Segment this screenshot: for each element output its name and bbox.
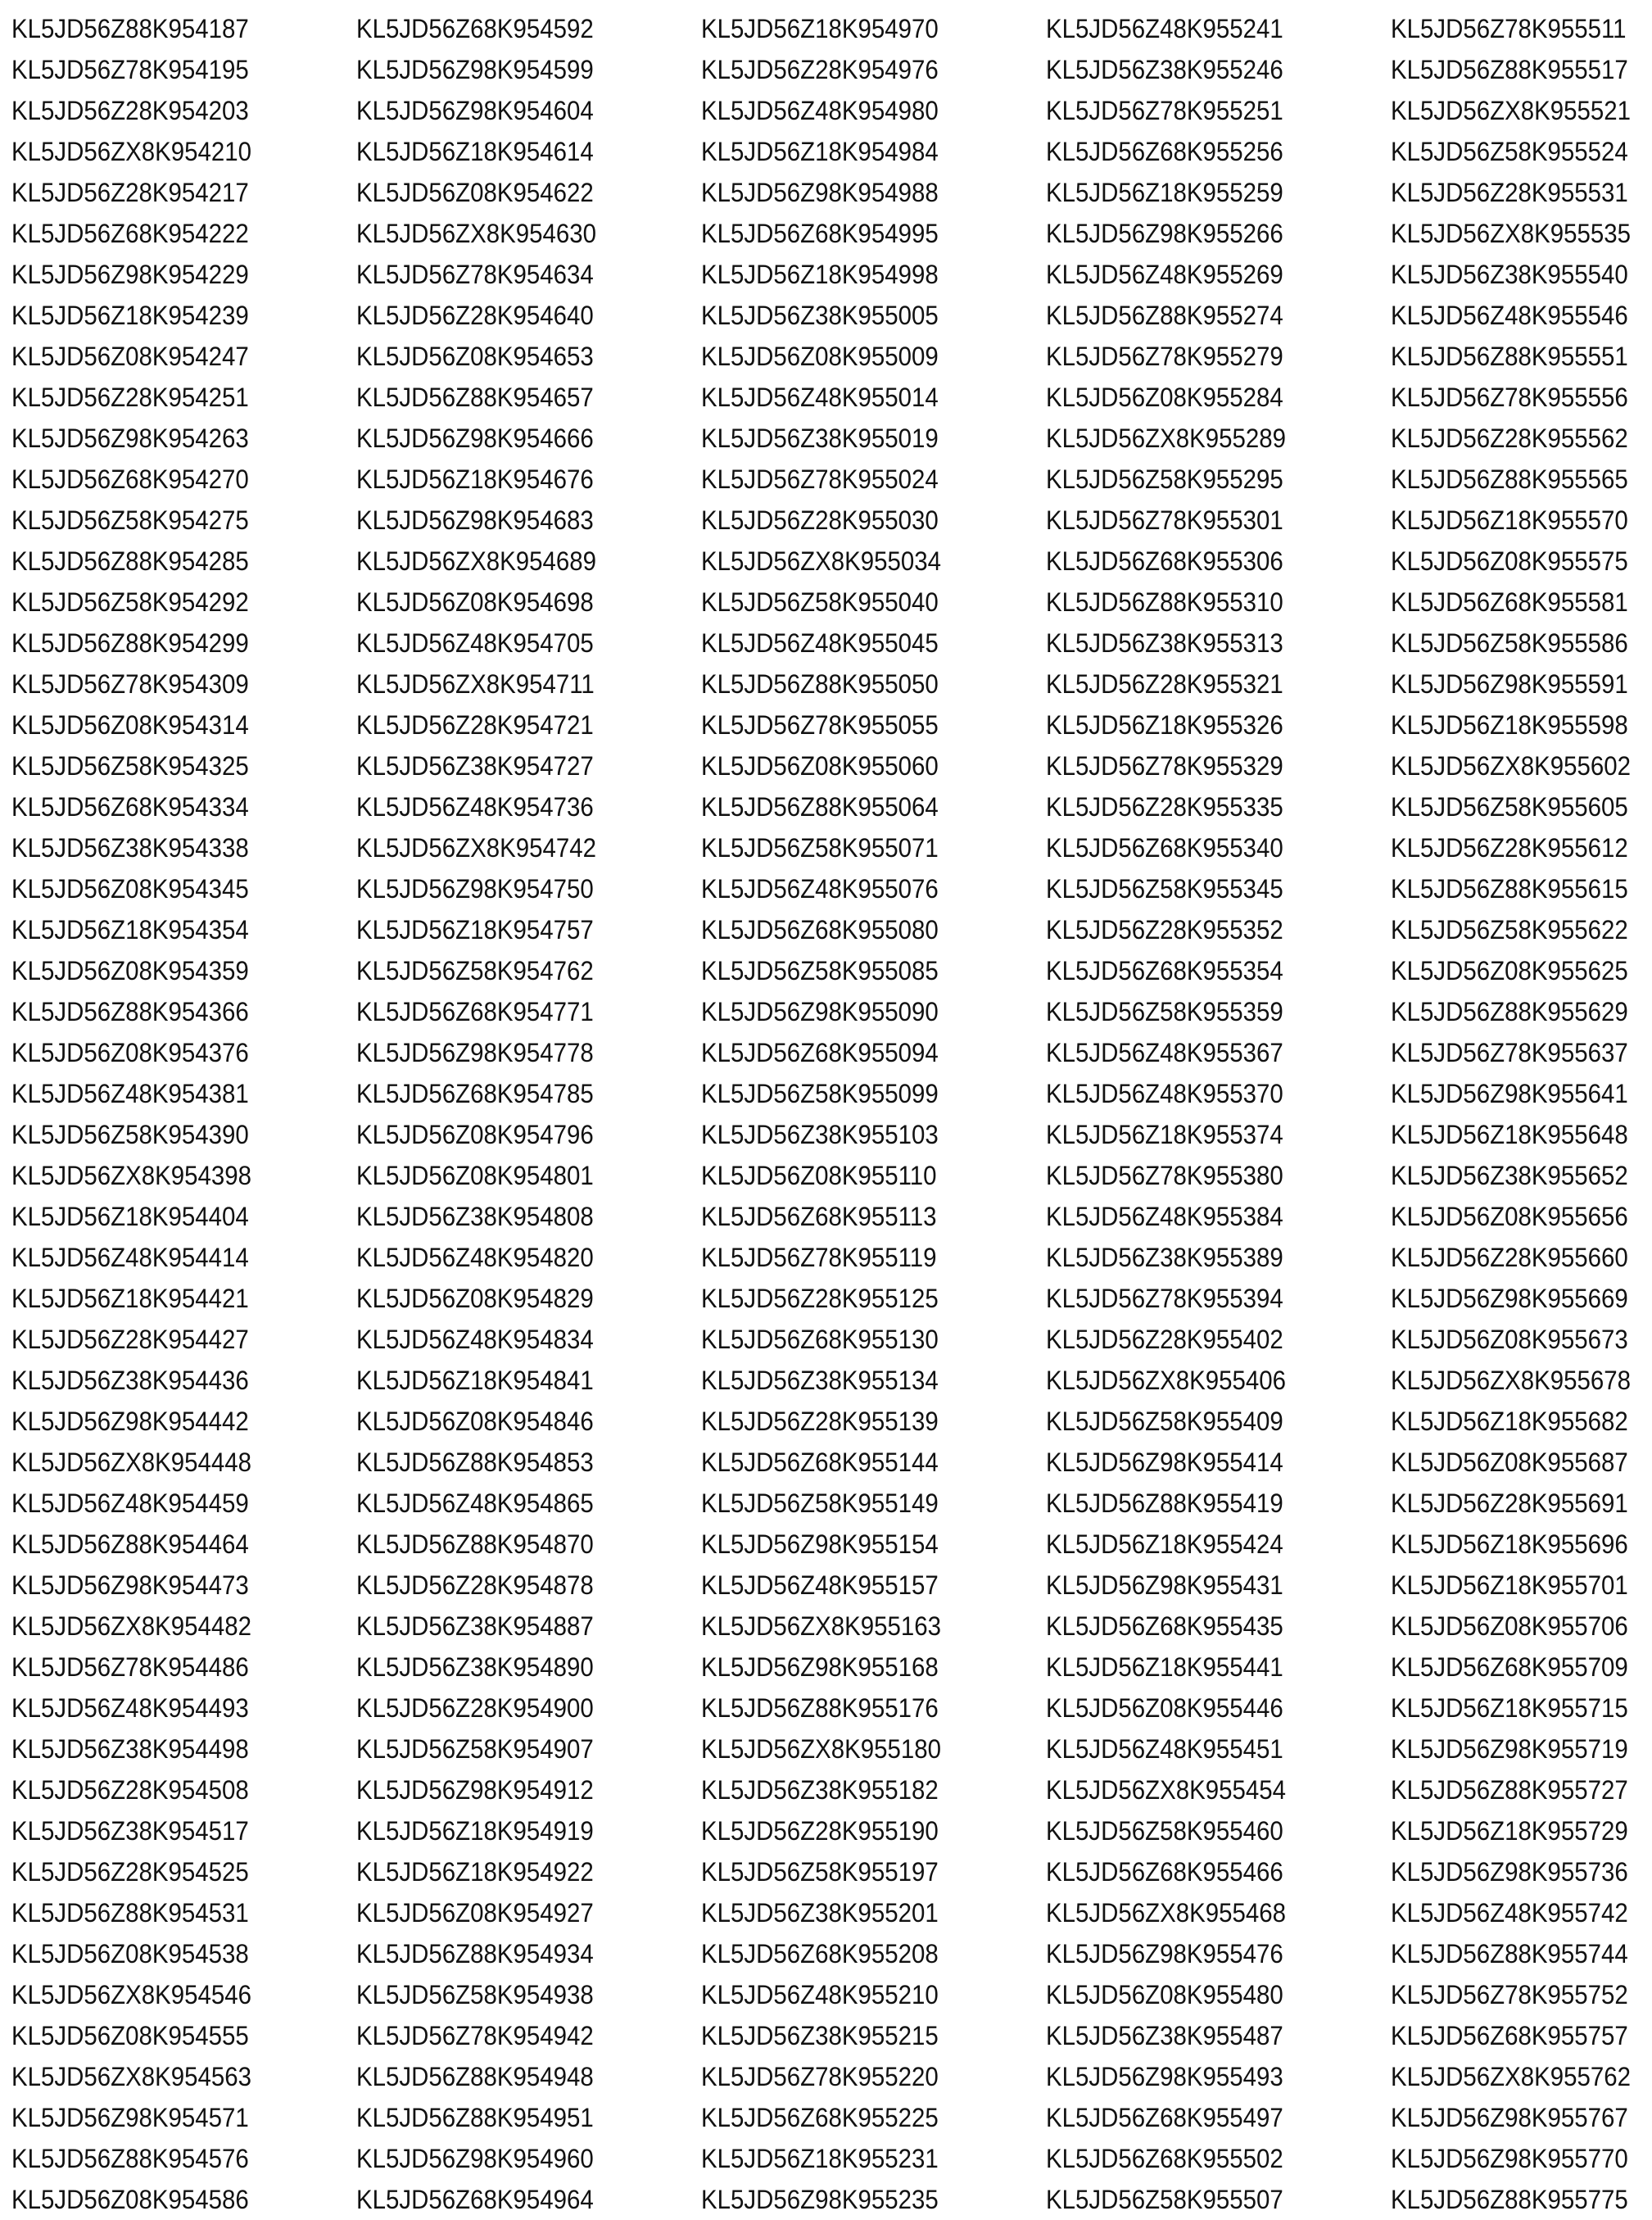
vin-entry: KL5JD56Z28K955691 bbox=[1391, 1488, 1628, 1518]
vin-entry: KL5JD56Z48K954414 bbox=[11, 1243, 249, 1272]
vin-entry: KL5JD56Z58K954938 bbox=[356, 1980, 594, 2009]
vin-entry: KL5JD56ZX8K954482 bbox=[11, 1611, 251, 1641]
vin-entry: KL5JD56Z38K955005 bbox=[701, 301, 939, 330]
vin-entry: KL5JD56Z18K954614 bbox=[356, 137, 594, 166]
vin-entry: KL5JD56Z08K954314 bbox=[11, 710, 249, 740]
vin-entry: KL5JD56Z98K954229 bbox=[11, 260, 249, 289]
vin-entry: KL5JD56Z88K955064 bbox=[701, 792, 939, 822]
vin-entry: KL5JD56Z18K954757 bbox=[356, 915, 594, 945]
vin-entry: KL5JD56Z78K955055 bbox=[701, 710, 939, 740]
vin-entry: KL5JD56Z98K955591 bbox=[1391, 669, 1628, 699]
vin-entry: KL5JD56Z08K954796 bbox=[356, 1120, 594, 1149]
vin-entry: KL5JD56ZX8K955163 bbox=[701, 1611, 941, 1641]
vin-entry: KL5JD56ZX8K955762 bbox=[1391, 2062, 1631, 2091]
vin-entry: KL5JD56Z28K955531 bbox=[1391, 178, 1628, 207]
vin-entry: KL5JD56Z58K955099 bbox=[701, 1079, 939, 1108]
vin-entry: KL5JD56Z18K954984 bbox=[701, 137, 939, 166]
vin-entry: KL5JD56Z18K955424 bbox=[1046, 1529, 1283, 1559]
vin-entry: KL5JD56Z08K955687 bbox=[1391, 1448, 1628, 1477]
vin-entry: KL5JD56Z98K955770 bbox=[1391, 2144, 1628, 2173]
vin-entry: KL5JD56Z48K955546 bbox=[1391, 301, 1628, 330]
vin-entry: KL5JD56Z08K955656 bbox=[1391, 1202, 1628, 1231]
vin-entry: KL5JD56ZX8K954563 bbox=[11, 2062, 251, 2091]
vin-entry: KL5JD56Z68K955581 bbox=[1391, 587, 1628, 617]
vin-entry: KL5JD56Z28K954640 bbox=[356, 301, 594, 330]
vin-entry: KL5JD56Z38K954338 bbox=[11, 833, 249, 863]
vin-entry: KL5JD56ZX8K955406 bbox=[1046, 1366, 1286, 1395]
vin-entry: KL5JD56Z18K955326 bbox=[1046, 710, 1283, 740]
vin-entry: KL5JD56ZX8K955454 bbox=[1046, 1775, 1286, 1805]
vin-entry: KL5JD56Z48K955370 bbox=[1046, 1079, 1283, 1108]
vin-entry: KL5JD56Z48K954736 bbox=[356, 792, 594, 822]
vin-entry: KL5JD56Z08K954698 bbox=[356, 587, 594, 617]
vin-entry: KL5JD56Z58K954907 bbox=[356, 1734, 594, 1764]
vin-entry: KL5JD56Z78K955279 bbox=[1046, 342, 1283, 371]
vin-entry: KL5JD56Z98K955266 bbox=[1046, 219, 1283, 248]
vin-entry: KL5JD56Z78K955380 bbox=[1046, 1161, 1283, 1190]
vin-entry: KL5JD56Z68K954270 bbox=[11, 464, 249, 494]
vin-entry: KL5JD56Z38K955313 bbox=[1046, 628, 1283, 658]
vin-entry: KL5JD56Z38K955215 bbox=[701, 2021, 939, 2050]
vin-entry: KL5JD56ZX8K954711 bbox=[356, 669, 595, 699]
vin-entry: KL5JD56Z08K955706 bbox=[1391, 1611, 1628, 1641]
vin-entry: KL5JD56Z18K954676 bbox=[356, 464, 594, 494]
vin-entry: KL5JD56Z38K955134 bbox=[701, 1366, 939, 1395]
vin-entry: KL5JD56Z48K955384 bbox=[1046, 1202, 1283, 1231]
vin-entry: KL5JD56ZX8K955468 bbox=[1046, 1898, 1286, 1928]
vin-entry: KL5JD56Z68K955340 bbox=[1046, 833, 1283, 863]
vin-entry: KL5JD56Z88K955629 bbox=[1391, 997, 1628, 1026]
vin-entry: KL5JD56ZX8K954630 bbox=[356, 219, 596, 248]
vin-entry: KL5JD56Z28K954427 bbox=[11, 1325, 249, 1354]
vin-entry: KL5JD56Z08K955060 bbox=[701, 751, 939, 781]
vin-entry: KL5JD56Z68K955502 bbox=[1046, 2144, 1283, 2173]
vin-entry: KL5JD56Z88K954299 bbox=[11, 628, 249, 658]
vin-entry: KL5JD56Z58K955295 bbox=[1046, 464, 1283, 494]
vin-entry: KL5JD56Z68K955497 bbox=[1046, 2103, 1283, 2132]
vin-entry: KL5JD56Z68K955208 bbox=[701, 1939, 939, 1969]
vin-entry: KL5JD56Z68K954964 bbox=[356, 2185, 594, 2214]
vin-entry: KL5JD56Z58K955460 bbox=[1046, 1816, 1283, 1846]
vin-entry: KL5JD56Z58K954325 bbox=[11, 751, 249, 781]
vin-entry: KL5JD56Z18K954919 bbox=[356, 1816, 594, 1846]
vin-entry: KL5JD56Z38K955103 bbox=[701, 1120, 939, 1149]
vin-entry: KL5JD56Z28K954508 bbox=[11, 1775, 249, 1805]
vin-entry: KL5JD56Z18K955701 bbox=[1391, 1570, 1628, 1600]
vin-entry: KL5JD56Z58K955345 bbox=[1046, 874, 1283, 904]
vin-entry: KL5JD56Z78K954634 bbox=[356, 260, 594, 289]
vin-entry: KL5JD56Z78K955024 bbox=[701, 464, 939, 494]
vin-entry: KL5JD56Z68K954222 bbox=[11, 219, 249, 248]
vin-entry: KL5JD56Z38K955652 bbox=[1391, 1161, 1628, 1190]
vin-entry: KL5JD56Z58K954275 bbox=[11, 505, 249, 535]
vin-entry: KL5JD56Z48K954705 bbox=[356, 628, 594, 658]
vin-entry: KL5JD56Z68K955256 bbox=[1046, 137, 1283, 166]
vin-entry: KL5JD56Z88K954464 bbox=[11, 1529, 249, 1559]
vin-entry: KL5JD56Z28K954203 bbox=[11, 96, 249, 125]
vin-entry: KL5JD56Z68K955709 bbox=[1391, 1652, 1628, 1682]
vin-entry: KL5JD56Z98K954473 bbox=[11, 1570, 249, 1600]
vin-entry: KL5JD56Z28K955190 bbox=[701, 1816, 939, 1846]
vin-entry: KL5JD56Z18K955682 bbox=[1391, 1407, 1628, 1436]
vin-entry: KL5JD56Z58K955605 bbox=[1391, 792, 1628, 822]
vin-entry: KL5JD56Z98K955168 bbox=[701, 1652, 939, 1682]
vin-entry: KL5JD56Z78K955329 bbox=[1046, 751, 1283, 781]
vin-entry: KL5JD56Z18K955715 bbox=[1391, 1693, 1628, 1723]
vin-entry: KL5JD56Z28K954251 bbox=[11, 383, 249, 412]
vin-entry: KL5JD56Z48K955014 bbox=[701, 383, 939, 412]
vin-entry: KL5JD56Z58K954390 bbox=[11, 1120, 249, 1149]
vin-entry: KL5JD56Z48K955451 bbox=[1046, 1734, 1283, 1764]
vin-entry: KL5JD56Z98K955767 bbox=[1391, 2103, 1628, 2132]
vin-entry: KL5JD56Z28K954900 bbox=[356, 1693, 594, 1723]
vin-entry: KL5JD56Z98K954604 bbox=[356, 96, 594, 125]
vin-entry: KL5JD56Z88K954576 bbox=[11, 2144, 249, 2173]
vin-entry: KL5JD56Z98K954442 bbox=[11, 1407, 249, 1436]
vin-entry: KL5JD56ZX8K955289 bbox=[1046, 424, 1286, 453]
vin-entry: KL5JD56Z88K954951 bbox=[356, 2103, 594, 2132]
vin-entry: KL5JD56Z08K954801 bbox=[356, 1161, 594, 1190]
vin-entry: KL5JD56Z48K954980 bbox=[701, 96, 939, 125]
vin-entry: KL5JD56Z88K955050 bbox=[701, 669, 939, 699]
vin-entry: KL5JD56Z88K955775 bbox=[1391, 2185, 1628, 2214]
vin-entry: KL5JD56ZX8K954448 bbox=[11, 1448, 251, 1477]
vin-entry: KL5JD56Z38K954727 bbox=[356, 751, 594, 781]
vin-entry: KL5JD56Z08K954345 bbox=[11, 874, 249, 904]
vin-entry: KL5JD56Z18K955231 bbox=[701, 2144, 939, 2173]
vin-entry: KL5JD56Z18K954998 bbox=[701, 260, 939, 289]
vin-entry: KL5JD56Z48K955269 bbox=[1046, 260, 1283, 289]
vin-entry: KL5JD56Z98K955235 bbox=[701, 2185, 939, 2214]
vin-entry: KL5JD56Z18K954421 bbox=[11, 1284, 249, 1313]
vin-entry: KL5JD56Z28K955660 bbox=[1391, 1243, 1628, 1272]
vin-entry: KL5JD56Z78K955556 bbox=[1391, 383, 1628, 412]
vin-entry: KL5JD56Z88K954531 bbox=[11, 1898, 249, 1928]
vin-entry: KL5JD56Z08K955575 bbox=[1391, 546, 1628, 576]
vin-entry: KL5JD56Z18K954841 bbox=[356, 1366, 594, 1395]
vin-entry: KL5JD56Z88K954934 bbox=[356, 1939, 594, 1969]
vin-entry: KL5JD56Z78K954309 bbox=[11, 669, 249, 699]
vin-entry: KL5JD56Z88K955551 bbox=[1391, 342, 1628, 371]
vin-entry: KL5JD56Z58K955040 bbox=[701, 587, 939, 617]
vin-entry: KL5JD56Z38K955182 bbox=[701, 1775, 939, 1805]
vin-entry: KL5JD56Z48K955045 bbox=[701, 628, 939, 658]
vin-entry: KL5JD56Z88K955565 bbox=[1391, 464, 1628, 494]
vin-entry: KL5JD56Z58K955071 bbox=[701, 833, 939, 863]
vin-entry: KL5JD56Z78K955752 bbox=[1391, 1980, 1628, 2009]
vin-entry: KL5JD56Z28K955562 bbox=[1391, 424, 1628, 453]
vin-entry: KL5JD56Z48K955742 bbox=[1391, 1898, 1628, 1928]
vin-entry: KL5JD56Z38K954887 bbox=[356, 1611, 594, 1641]
vin-entry: KL5JD56Z08K954846 bbox=[356, 1407, 594, 1436]
vin-entry: KL5JD56Z88K955310 bbox=[1046, 587, 1283, 617]
vin-entry: KL5JD56Z08K954586 bbox=[11, 2185, 249, 2214]
vin-entry: KL5JD56Z38K954498 bbox=[11, 1734, 249, 1764]
vin-entry: KL5JD56ZX8K955034 bbox=[701, 546, 941, 576]
vin-entry: KL5JD56Z28K955321 bbox=[1046, 669, 1283, 699]
vin-entry: KL5JD56Z38K955540 bbox=[1391, 260, 1628, 289]
vin-entry: KL5JD56Z88K954187 bbox=[11, 14, 249, 43]
vin-entry: KL5JD56ZX8K954546 bbox=[11, 1980, 251, 2009]
vin-entry: KL5JD56Z28K955335 bbox=[1046, 792, 1283, 822]
vin-entry: KL5JD56Z78K954486 bbox=[11, 1652, 249, 1682]
vin-entry: KL5JD56Z28K955139 bbox=[701, 1407, 939, 1436]
vin-entry: KL5JD56Z18K954970 bbox=[701, 14, 939, 43]
vin-entry: KL5JD56ZX8K955521 bbox=[1391, 96, 1631, 125]
vin-entry: KL5JD56Z18K955696 bbox=[1391, 1529, 1628, 1559]
vin-entry: KL5JD56Z28K955125 bbox=[701, 1284, 939, 1313]
vin-entry: KL5JD56Z98K955669 bbox=[1391, 1284, 1628, 1313]
vin-entry: KL5JD56ZX8K955180 bbox=[701, 1734, 941, 1764]
vin-entry: KL5JD56Z68K955130 bbox=[701, 1325, 939, 1354]
vin-entry: KL5JD56Z68K954592 bbox=[356, 14, 594, 43]
vin-entry: KL5JD56Z88K955615 bbox=[1391, 874, 1628, 904]
vin-entry: KL5JD56Z58K955197 bbox=[701, 1857, 939, 1887]
vin-entry: KL5JD56Z98K954960 bbox=[356, 2144, 594, 2173]
vin-entry: KL5JD56Z08K955446 bbox=[1046, 1693, 1283, 1723]
vin-entry: KL5JD56Z08K954538 bbox=[11, 1939, 249, 1969]
vin-entry: KL5JD56ZX8K954210 bbox=[11, 137, 251, 166]
vin-entry: KL5JD56Z48K955076 bbox=[701, 874, 939, 904]
vin-entry: KL5JD56Z38K955201 bbox=[701, 1898, 939, 1928]
vin-entry: KL5JD56Z78K955220 bbox=[701, 2062, 939, 2091]
vin-entry: KL5JD56Z68K955144 bbox=[701, 1448, 939, 1477]
vin-entry: KL5JD56Z18K954239 bbox=[11, 301, 249, 330]
vin-entry: KL5JD56Z28K955030 bbox=[701, 505, 939, 535]
vin-entry: KL5JD56Z28K954976 bbox=[701, 55, 939, 84]
vin-entry: KL5JD56Z08K955009 bbox=[701, 342, 939, 371]
vin-entry: KL5JD56Z08K954829 bbox=[356, 1284, 594, 1313]
vin-entry: KL5JD56Z88K954285 bbox=[11, 546, 249, 576]
vin-entry: KL5JD56ZX8K955678 bbox=[1391, 1366, 1631, 1395]
vin-entry: KL5JD56Z18K955570 bbox=[1391, 505, 1628, 535]
vin-entry: KL5JD56Z28K954525 bbox=[11, 1857, 249, 1887]
vin-entry: KL5JD56Z58K955085 bbox=[701, 956, 939, 985]
vin-entry: KL5JD56Z28K954217 bbox=[11, 178, 249, 207]
vin-list bbox=[11, 8, 1652, 2220]
vin-entry: KL5JD56Z88K955517 bbox=[1391, 55, 1628, 84]
vin-entry: KL5JD56Z88K955419 bbox=[1046, 1488, 1283, 1518]
vin-entry: KL5JD56Z18K954354 bbox=[11, 915, 249, 945]
vin-entry: KL5JD56Z48K954459 bbox=[11, 1488, 249, 1518]
vin-entry: KL5JD56Z48K954820 bbox=[356, 1243, 594, 1272]
vin-entry: KL5JD56Z98K954263 bbox=[11, 424, 249, 453]
vin-entry: KL5JD56Z88K955727 bbox=[1391, 1775, 1628, 1805]
vin-entry: KL5JD56Z78K955119 bbox=[701, 1243, 937, 1272]
vin-entry: KL5JD56Z68K955466 bbox=[1046, 1857, 1283, 1887]
vin-entry: KL5JD56Z98K955719 bbox=[1391, 1734, 1628, 1764]
vin-entry: KL5JD56Z68K955354 bbox=[1046, 956, 1283, 985]
vin-entry: KL5JD56Z58K955524 bbox=[1391, 137, 1628, 166]
vin-entry: KL5JD56Z48K954493 bbox=[11, 1693, 249, 1723]
vin-entry: KL5JD56Z78K955394 bbox=[1046, 1284, 1283, 1313]
vin-entry: KL5JD56Z28K955352 bbox=[1046, 915, 1283, 945]
vin-entry: KL5JD56Z58K955409 bbox=[1046, 1407, 1283, 1436]
vin-entry: KL5JD56Z98K954571 bbox=[11, 2103, 249, 2132]
vin-entry: KL5JD56Z68K954334 bbox=[11, 792, 249, 822]
vin-entry: KL5JD56Z68K954771 bbox=[356, 997, 594, 1026]
vin-entry: KL5JD56Z48K954865 bbox=[356, 1488, 594, 1518]
vin-entry: KL5JD56Z98K955154 bbox=[701, 1529, 939, 1559]
vin-entry: KL5JD56Z68K955113 bbox=[701, 1202, 937, 1231]
vin-entry: KL5JD56Z28K955612 bbox=[1391, 833, 1628, 863]
vin-entry: KL5JD56Z38K955246 bbox=[1046, 55, 1283, 84]
vin-entry: KL5JD56Z68K955094 bbox=[701, 1038, 939, 1067]
vin-entry: KL5JD56Z68K954995 bbox=[701, 219, 939, 248]
vin-entry: KL5JD56Z88K954853 bbox=[356, 1448, 594, 1477]
vin-entry: KL5JD56Z58K955359 bbox=[1046, 997, 1283, 1026]
vin-entry: KL5JD56Z08K954555 bbox=[11, 2021, 249, 2050]
vin-entry: KL5JD56Z38K955487 bbox=[1046, 2021, 1283, 2050]
vin-entry: KL5JD56Z38K955019 bbox=[701, 424, 939, 453]
vin-entry: KL5JD56Z98K955476 bbox=[1046, 1939, 1283, 1969]
vin-entry: KL5JD56Z58K955149 bbox=[701, 1488, 939, 1518]
vin-entry: KL5JD56Z78K955251 bbox=[1046, 96, 1283, 125]
vin-entry: KL5JD56ZX8K955535 bbox=[1391, 219, 1631, 248]
vin-entry: KL5JD56Z68K955757 bbox=[1391, 2021, 1628, 2050]
vin-entry: KL5JD56Z48K955367 bbox=[1046, 1038, 1283, 1067]
vin-entry: KL5JD56Z88K954948 bbox=[356, 2062, 594, 2091]
vin-entry: KL5JD56Z18K955374 bbox=[1046, 1120, 1283, 1149]
vin-entry: KL5JD56Z98K954666 bbox=[356, 424, 594, 453]
vin-entry: KL5JD56Z08K954247 bbox=[11, 342, 249, 371]
vin-entry: KL5JD56Z78K955301 bbox=[1046, 505, 1283, 535]
vin-entry: KL5JD56Z78K955637 bbox=[1391, 1038, 1628, 1067]
vin-entry: KL5JD56Z08K954376 bbox=[11, 1038, 249, 1067]
vin-entry: KL5JD56Z08K955480 bbox=[1046, 1980, 1283, 2009]
vin-entry: KL5JD56Z98K954912 bbox=[356, 1775, 594, 1805]
vin-entry: KL5JD56Z28K955402 bbox=[1046, 1325, 1283, 1354]
vin-entry: KL5JD56ZX8K955602 bbox=[1391, 751, 1631, 781]
vin-entry: KL5JD56Z28K954878 bbox=[356, 1570, 594, 1600]
vin-entry: KL5JD56Z08K954622 bbox=[356, 178, 594, 207]
vin-entry: KL5JD56Z98K954988 bbox=[701, 178, 939, 207]
vin-entry: KL5JD56Z98K954750 bbox=[356, 874, 594, 904]
vin-entry: KL5JD56Z68K955080 bbox=[701, 915, 939, 945]
vin-entry: KL5JD56Z78K954195 bbox=[11, 55, 249, 84]
vin-entry: KL5JD56Z98K955641 bbox=[1391, 1079, 1628, 1108]
vin-entry: KL5JD56Z88K955176 bbox=[701, 1693, 939, 1723]
vin-entry: KL5JD56Z08K954927 bbox=[356, 1898, 594, 1928]
vin-entry: KL5JD56Z88K954870 bbox=[356, 1529, 594, 1559]
vin-entry: KL5JD56Z18K955598 bbox=[1391, 710, 1628, 740]
vin-entry: KL5JD56Z58K954292 bbox=[11, 587, 249, 617]
vin-entry: KL5JD56Z78K954942 bbox=[356, 2021, 594, 2050]
vin-entry: KL5JD56Z08K955625 bbox=[1391, 956, 1628, 985]
vin-entry: KL5JD56Z98K954599 bbox=[356, 55, 594, 84]
vin-entry: KL5JD56Z68K954785 bbox=[356, 1079, 594, 1108]
vin-entry: KL5JD56Z48K954381 bbox=[11, 1079, 249, 1108]
vin-entry: KL5JD56Z38K954517 bbox=[11, 1816, 249, 1846]
vin-entry: KL5JD56Z18K954404 bbox=[11, 1202, 249, 1231]
vin-entry: KL5JD56Z68K955435 bbox=[1046, 1611, 1283, 1641]
vin-entry: KL5JD56Z18K955259 bbox=[1046, 178, 1283, 207]
vin-entry: KL5JD56Z58K954762 bbox=[356, 956, 594, 985]
vin-entry: KL5JD56Z88K954366 bbox=[11, 997, 249, 1026]
vin-entry: KL5JD56ZX8K954689 bbox=[356, 546, 596, 576]
vin-entry: KL5JD56Z38K954436 bbox=[11, 1366, 249, 1395]
vin-entry: KL5JD56Z58K955507 bbox=[1046, 2185, 1283, 2214]
vin-entry: KL5JD56Z98K954683 bbox=[356, 505, 594, 535]
vin-entry: KL5JD56Z98K955736 bbox=[1391, 1857, 1628, 1887]
vin-entry: KL5JD56ZX8K954742 bbox=[356, 833, 596, 863]
vin-entry: KL5JD56Z68K955225 bbox=[701, 2103, 939, 2132]
vin-entry: KL5JD56Z18K954922 bbox=[356, 1857, 594, 1887]
vin-entry: KL5JD56Z58K955586 bbox=[1391, 628, 1628, 658]
vin-entry: KL5JD56Z98K955431 bbox=[1046, 1570, 1283, 1600]
vin-entry: KL5JD56Z98K955090 bbox=[701, 997, 939, 1026]
vin-entry: KL5JD56Z08K954359 bbox=[11, 956, 249, 985]
vin-entry: KL5JD56Z68K955306 bbox=[1046, 546, 1283, 576]
vin-entry: KL5JD56ZX8K954398 bbox=[11, 1161, 251, 1190]
vin-entry: KL5JD56Z28K954721 bbox=[356, 710, 594, 740]
vin-entry: KL5JD56Z48K955210 bbox=[701, 1980, 939, 2009]
vin-entry: KL5JD56Z58K955622 bbox=[1391, 915, 1628, 945]
vin-entry: KL5JD56Z38K954808 bbox=[356, 1202, 594, 1231]
vin-entry: KL5JD56Z08K954653 bbox=[356, 342, 594, 371]
vin-entry: KL5JD56Z98K955414 bbox=[1046, 1448, 1283, 1477]
vin-entry: KL5JD56Z48K955241 bbox=[1046, 14, 1283, 43]
vin-entry: KL5JD56Z38K955389 bbox=[1046, 1243, 1283, 1272]
vin-entry: KL5JD56Z38K954890 bbox=[356, 1652, 594, 1682]
vin-entry: KL5JD56Z88K955274 bbox=[1046, 301, 1283, 330]
vin-entry: KL5JD56Z18K955729 bbox=[1391, 1816, 1628, 1846]
vin-entry: KL5JD56Z08K955284 bbox=[1046, 383, 1283, 412]
vin-entry: KL5JD56Z18K955648 bbox=[1391, 1120, 1628, 1149]
vin-entry: KL5JD56Z18K955441 bbox=[1046, 1652, 1283, 1682]
vin-entry: KL5JD56Z98K954778 bbox=[356, 1038, 594, 1067]
vin-entry: KL5JD56Z78K955511 bbox=[1391, 14, 1627, 43]
vin-entry: KL5JD56Z48K954834 bbox=[356, 1325, 594, 1354]
vin-entry: KL5JD56Z48K955157 bbox=[701, 1570, 939, 1600]
vin-entry: KL5JD56Z98K955493 bbox=[1046, 2062, 1283, 2091]
vin-entry: KL5JD56Z88K954657 bbox=[356, 383, 594, 412]
vin-entry: KL5JD56Z88K955744 bbox=[1391, 1939, 1628, 1969]
vin-entry: KL5JD56Z08K955673 bbox=[1391, 1325, 1628, 1354]
vin-entry: KL5JD56Z08K955110 bbox=[701, 1161, 937, 1190]
